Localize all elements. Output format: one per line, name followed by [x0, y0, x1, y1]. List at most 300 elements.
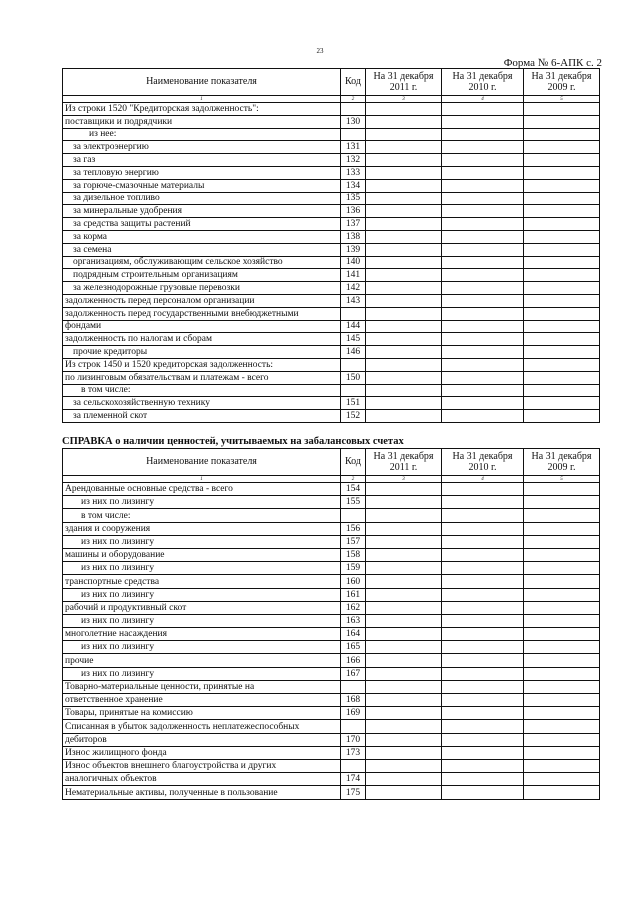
value-cell-2011[interactable] — [366, 397, 442, 410]
row-label: ответственное хранение — [63, 694, 341, 707]
table-row — [63, 548, 600, 561]
row-label: подрядным строительным организациям — [63, 269, 341, 282]
value-cell-2010[interactable] — [442, 346, 524, 359]
table-row — [63, 320, 600, 333]
row-label: из нее: — [63, 128, 341, 141]
row-label: Износ жилищного фонда — [63, 746, 341, 759]
value-cell-2010[interactable] — [442, 628, 524, 641]
value-cell-2009[interactable] — [524, 230, 600, 243]
table-row — [63, 522, 600, 535]
value-cell-2010[interactable] — [442, 562, 524, 575]
value-cell-2009[interactable] — [524, 548, 600, 561]
value-cell-2009[interactable] — [524, 384, 600, 397]
value-cell-2011[interactable] — [366, 141, 442, 154]
value-cell-2010[interactable] — [442, 192, 524, 205]
row-label: за электроэнергию — [63, 141, 341, 154]
value-cell-2010[interactable] — [442, 166, 524, 179]
value-cell-2011[interactable] — [366, 166, 442, 179]
table-row — [63, 535, 600, 548]
value-cell-2011[interactable] — [366, 575, 442, 588]
value-cell-2010[interactable] — [442, 294, 524, 307]
value-cell-2011[interactable] — [366, 746, 442, 759]
row-label: за дизельное топливо — [63, 192, 341, 205]
row-code: 139 — [341, 243, 366, 256]
table-row — [63, 294, 600, 307]
table-row — [63, 562, 600, 575]
value-cell-2010[interactable] — [442, 483, 524, 496]
col-number-3: 3 — [366, 96, 442, 103]
value-cell-2009[interactable] — [524, 154, 600, 167]
row-code: 158 — [341, 548, 366, 561]
table-row — [63, 128, 600, 141]
row-label: Списанная в убыток задолженность неплатежеспособных — [63, 720, 341, 733]
value-cell-2009[interactable] — [524, 654, 600, 667]
row-code — [341, 103, 366, 116]
value-cell-2009[interactable] — [524, 192, 600, 205]
row-code — [341, 680, 366, 693]
value-cell-2009[interactable] — [524, 680, 600, 693]
row-code: 144 — [341, 320, 366, 333]
row-label: Из строк 1450 и 1520 кредиторская задолженность: — [63, 358, 341, 371]
value-cell-2009[interactable] — [524, 141, 600, 154]
value-cell-2010[interactable] — [442, 654, 524, 667]
value-cell-2009[interactable] — [524, 575, 600, 588]
value-cell-2009[interactable] — [524, 166, 600, 179]
value-cell-2011[interactable] — [366, 680, 442, 693]
value-cell-2010[interactable] — [442, 307, 524, 320]
col-header-2010: На 31 декабря 2010 г. — [442, 449, 524, 476]
column-number-row — [63, 476, 600, 483]
value-cell-2009[interactable] — [524, 733, 600, 746]
value-cell-2010[interactable] — [442, 614, 524, 627]
table-row — [63, 575, 600, 588]
value-cell-2009[interactable] — [524, 243, 600, 256]
row-code — [341, 720, 366, 733]
row-code: 164 — [341, 628, 366, 641]
row-code: 137 — [341, 218, 366, 231]
value-cell-2011[interactable] — [366, 628, 442, 641]
row-label: из них по лизингу — [63, 667, 341, 680]
value-cell-2011[interactable] — [366, 522, 442, 535]
table-row — [63, 269, 600, 282]
value-cell-2010[interactable] — [442, 205, 524, 218]
row-label: по лизинговым обязательствам и платежам - всего — [63, 371, 341, 384]
row-label: машины и оборудование — [63, 548, 341, 561]
row-code: 146 — [341, 346, 366, 359]
row-code: 134 — [341, 179, 366, 192]
value-cell-2009[interactable] — [524, 562, 600, 575]
table-row — [63, 282, 600, 295]
value-cell-2009[interactable] — [524, 179, 600, 192]
value-cell-2011[interactable] — [366, 384, 442, 397]
value-cell-2011[interactable] — [366, 654, 442, 667]
row-code: 135 — [341, 192, 366, 205]
row-code: 141 — [341, 269, 366, 282]
col-number-4: 4 — [442, 476, 524, 483]
col-header-2011: На 31 декабря 2011 г. — [366, 449, 442, 476]
value-cell-2010[interactable] — [442, 641, 524, 654]
row-label: задолженность перед государственными внебюджетными — [63, 307, 341, 320]
row-code: 167 — [341, 667, 366, 680]
row-code: 163 — [341, 614, 366, 627]
value-cell-2011[interactable] — [366, 307, 442, 320]
table-row — [63, 601, 600, 614]
value-cell-2009[interactable] — [524, 746, 600, 759]
value-cell-2011[interactable] — [366, 410, 442, 423]
table-row — [63, 746, 600, 759]
row-label: Нематериальные активы, полученные в пользование — [63, 786, 341, 799]
row-code: 136 — [341, 205, 366, 218]
value-cell-2009[interactable] — [524, 115, 600, 128]
col-number-5: 5 — [524, 476, 600, 483]
col-header-2010: На 31 декабря 2010 г. — [442, 69, 524, 96]
row-code — [341, 128, 366, 141]
value-cell-2010[interactable] — [442, 575, 524, 588]
table-row — [63, 103, 600, 116]
row-code: 145 — [341, 333, 366, 346]
value-cell-2010[interactable] — [442, 680, 524, 693]
value-cell-2011[interactable] — [366, 205, 442, 218]
value-cell-2010[interactable] — [442, 522, 524, 535]
value-cell-2009[interactable] — [524, 397, 600, 410]
value-cell-2011[interactable] — [366, 496, 442, 509]
row-code: 131 — [341, 141, 366, 154]
row-code: 174 — [341, 773, 366, 786]
table-row — [63, 733, 600, 746]
col-header-code: Код — [341, 449, 366, 476]
value-cell-2010[interactable] — [442, 601, 524, 614]
page-number: 23 — [316, 47, 324, 55]
row-code: 170 — [341, 733, 366, 746]
row-label: в том числе: — [63, 384, 341, 397]
row-code: 160 — [341, 575, 366, 588]
table-row — [63, 141, 600, 154]
table-row — [63, 205, 600, 218]
row-label: дебиторов — [63, 733, 341, 746]
table-row — [63, 358, 600, 371]
value-cell-2009[interactable] — [524, 218, 600, 231]
row-label: за минеральные удобрения — [63, 205, 341, 218]
value-cell-2010[interactable] — [442, 243, 524, 256]
value-cell-2009[interactable] — [524, 320, 600, 333]
table-row — [63, 115, 600, 128]
value-cell-2010[interactable] — [442, 496, 524, 509]
value-cell-2009[interactable] — [524, 628, 600, 641]
row-code: 159 — [341, 562, 366, 575]
value-cell-2010[interactable] — [442, 358, 524, 371]
table-row — [63, 707, 600, 720]
value-cell-2009[interactable] — [524, 256, 600, 269]
value-cell-2010[interactable] — [442, 397, 524, 410]
value-cell-2009[interactable] — [524, 103, 600, 116]
value-cell-2009[interactable] — [524, 535, 600, 548]
value-cell-2010[interactable] — [442, 333, 524, 346]
value-cell-2011[interactable] — [366, 786, 442, 799]
table-row — [63, 694, 600, 707]
value-cell-2010[interactable] — [442, 230, 524, 243]
row-code: 151 — [341, 397, 366, 410]
row-label: многолетние насаждения — [63, 628, 341, 641]
value-cell-2010[interactable] — [442, 128, 524, 141]
table-row — [63, 496, 600, 509]
value-cell-2010[interactable] — [442, 746, 524, 759]
value-cell-2009[interactable] — [524, 410, 600, 423]
table-row — [63, 307, 600, 320]
value-cell-2009[interactable] — [524, 333, 600, 346]
table-row — [63, 371, 600, 384]
value-cell-2010[interactable] — [442, 218, 524, 231]
value-cell-2011[interactable] — [366, 179, 442, 192]
section-title: СПРАВКА о наличии ценностей, учитываемых на забалансовых счетах — [62, 436, 404, 447]
value-cell-2011[interactable] — [366, 535, 442, 548]
row-label: из них по лизингу — [63, 588, 341, 601]
value-cell-2011[interactable] — [366, 371, 442, 384]
row-code: 157 — [341, 535, 366, 548]
row-code: 169 — [341, 707, 366, 720]
header-row — [63, 69, 600, 96]
value-cell-2011[interactable] — [366, 256, 442, 269]
col-number-2: 2 — [341, 476, 366, 483]
value-cell-2011[interactable] — [366, 346, 442, 359]
row-label: за корма — [63, 230, 341, 243]
value-cell-2009[interactable] — [524, 707, 600, 720]
value-cell-2010[interactable] — [442, 154, 524, 167]
row-code — [341, 307, 366, 320]
value-cell-2010[interactable] — [442, 733, 524, 746]
row-label: поставщики и подрядчики — [63, 115, 341, 128]
value-cell-2010[interactable] — [442, 667, 524, 680]
value-cell-2009[interactable] — [524, 269, 600, 282]
table-row — [63, 333, 600, 346]
value-cell-2009[interactable] — [524, 371, 600, 384]
table-row — [63, 230, 600, 243]
value-cell-2011[interactable] — [366, 483, 442, 496]
value-cell-2009[interactable] — [524, 588, 600, 601]
value-cell-2010[interactable] — [442, 588, 524, 601]
row-label: из них по лизингу — [63, 535, 341, 548]
table-row — [63, 786, 600, 799]
row-label: рабочий и продуктивный скот — [63, 601, 341, 614]
row-code — [341, 384, 366, 397]
row-code — [341, 509, 366, 522]
table-row — [63, 243, 600, 256]
row-label: Арендованные основные средства - всего — [63, 483, 341, 496]
value-cell-2011[interactable] — [366, 588, 442, 601]
value-cell-2010[interactable] — [442, 548, 524, 561]
value-cell-2011[interactable] — [366, 218, 442, 231]
value-cell-2011[interactable] — [366, 601, 442, 614]
row-label: из них по лизингу — [63, 562, 341, 575]
table-row — [63, 641, 600, 654]
value-cell-2010[interactable] — [442, 509, 524, 522]
col-header-2009: На 31 декабря 2009 г. — [524, 449, 600, 476]
value-cell-2011[interactable] — [366, 614, 442, 627]
value-cell-2009[interactable] — [524, 614, 600, 627]
row-label: за тепловую энергию — [63, 166, 341, 179]
table-row — [63, 192, 600, 205]
value-cell-2010[interactable] — [442, 384, 524, 397]
table-row — [63, 410, 600, 423]
value-cell-2009[interactable] — [524, 483, 600, 496]
value-cell-2009[interactable] — [524, 346, 600, 359]
row-code: 155 — [341, 496, 366, 509]
value-cell-2011[interactable] — [366, 358, 442, 371]
value-cell-2009[interactable] — [524, 694, 600, 707]
value-cell-2009[interactable] — [524, 307, 600, 320]
table-row — [63, 384, 600, 397]
row-label: Товары, принятые на комиссию — [63, 707, 341, 720]
value-cell-2011[interactable] — [366, 667, 442, 680]
value-cell-2011[interactable] — [366, 641, 442, 654]
value-cell-2011[interactable] — [366, 128, 442, 141]
value-cell-2010[interactable] — [442, 410, 524, 423]
row-label: за племенной скот — [63, 410, 341, 423]
value-cell-2010[interactable] — [442, 694, 524, 707]
table-row — [63, 773, 600, 786]
value-cell-2009[interactable] — [524, 358, 600, 371]
table-row — [63, 720, 600, 733]
value-cell-2010[interactable] — [442, 179, 524, 192]
value-cell-2011[interactable] — [366, 759, 442, 772]
row-label: задолженность перед персоналом организации — [63, 294, 341, 307]
row-code — [341, 358, 366, 371]
row-code: 142 — [341, 282, 366, 295]
value-cell-2011[interactable] — [366, 243, 442, 256]
value-cell-2009[interactable] — [524, 509, 600, 522]
value-cell-2010[interactable] — [442, 707, 524, 720]
value-cell-2009[interactable] — [524, 786, 600, 799]
column-number-row — [63, 96, 600, 103]
value-cell-2011[interactable] — [366, 694, 442, 707]
table-row — [63, 509, 600, 522]
table-row — [63, 614, 600, 627]
table-row — [63, 179, 600, 192]
col-header-code: Код — [341, 69, 366, 96]
value-cell-2010[interactable] — [442, 720, 524, 733]
col-number-4: 4 — [442, 96, 524, 103]
table-row — [63, 588, 600, 601]
row-label: за средства защиты растений — [63, 218, 341, 231]
value-cell-2010[interactable] — [442, 256, 524, 269]
value-cell-2010[interactable] — [442, 282, 524, 295]
value-cell-2010[interactable] — [442, 371, 524, 384]
value-cell-2011[interactable] — [366, 320, 442, 333]
value-cell-2009[interactable] — [524, 759, 600, 772]
row-label: за семена — [63, 243, 341, 256]
table-row — [63, 218, 600, 231]
value-cell-2011[interactable] — [366, 333, 442, 346]
value-cell-2009[interactable] — [524, 282, 600, 295]
row-label: прочие — [63, 654, 341, 667]
value-cell-2011[interactable] — [366, 154, 442, 167]
value-cell-2011[interactable] — [366, 509, 442, 522]
value-cell-2011[interactable] — [366, 773, 442, 786]
row-code: 143 — [341, 294, 366, 307]
table-row — [63, 654, 600, 667]
value-cell-2011[interactable] — [366, 707, 442, 720]
value-cell-2011[interactable] — [366, 720, 442, 733]
value-cell-2011[interactable] — [366, 103, 442, 116]
row-label: транспортные средства — [63, 575, 341, 588]
value-cell-2010[interactable] — [442, 269, 524, 282]
row-label: аналогичных объектов — [63, 773, 341, 786]
value-cell-2009[interactable] — [524, 205, 600, 218]
off-balance-table — [62, 448, 600, 800]
value-cell-2009[interactable] — [524, 667, 600, 680]
row-label: из них по лизингу — [63, 496, 341, 509]
value-cell-2011[interactable] — [366, 294, 442, 307]
table-row — [63, 256, 600, 269]
value-cell-2010[interactable] — [442, 115, 524, 128]
row-code: 150 — [341, 371, 366, 384]
value-cell-2009[interactable] — [524, 641, 600, 654]
value-cell-2011[interactable] — [366, 115, 442, 128]
table-row — [63, 483, 600, 496]
row-code: 161 — [341, 588, 366, 601]
value-cell-2010[interactable] — [442, 320, 524, 333]
row-code: 162 — [341, 601, 366, 614]
value-cell-2010[interactable] — [442, 759, 524, 772]
value-cell-2011[interactable] — [366, 269, 442, 282]
header-row — [63, 449, 600, 476]
value-cell-2009[interactable] — [524, 522, 600, 535]
value-cell-2009[interactable] — [524, 773, 600, 786]
row-code — [341, 759, 366, 772]
value-cell-2010[interactable] — [442, 141, 524, 154]
form-label: Форма № 6-АПК с. 2 — [503, 57, 602, 69]
row-code: 168 — [341, 694, 366, 707]
row-label: из них по лизингу — [63, 641, 341, 654]
col-header-name: Наименование показателя — [63, 449, 341, 476]
row-code: 175 — [341, 786, 366, 799]
value-cell-2010[interactable] — [442, 535, 524, 548]
value-cell-2010[interactable] — [442, 786, 524, 799]
row-label: организациям, обслуживающим сельское хозяйство — [63, 256, 341, 269]
row-label: задолженность по налогам и сборам — [63, 333, 341, 346]
value-cell-2011[interactable] — [366, 282, 442, 295]
value-cell-2010[interactable] — [442, 103, 524, 116]
value-cell-2011[interactable] — [366, 192, 442, 205]
value-cell-2011[interactable] — [366, 548, 442, 561]
row-code: 156 — [341, 522, 366, 535]
value-cell-2009[interactable] — [524, 601, 600, 614]
row-code: 165 — [341, 641, 366, 654]
row-code: 138 — [341, 230, 366, 243]
row-label: за сельскохозяйственную технику — [63, 397, 341, 410]
row-label: за газ — [63, 154, 341, 167]
value-cell-2009[interactable] — [524, 720, 600, 733]
value-cell-2011[interactable] — [366, 230, 442, 243]
row-code: 152 — [341, 410, 366, 423]
value-cell-2009[interactable] — [524, 496, 600, 509]
col-header-2009: На 31 декабря 2009 г. — [524, 69, 600, 96]
value-cell-2011[interactable] — [366, 562, 442, 575]
value-cell-2010[interactable] — [442, 773, 524, 786]
row-label: в том числе: — [63, 509, 341, 522]
row-code: 130 — [341, 115, 366, 128]
col-number-1: 1 — [63, 476, 341, 483]
table-row — [63, 628, 600, 641]
row-label: за железнодорожные грузовые перевозки — [63, 282, 341, 295]
value-cell-2011[interactable] — [366, 733, 442, 746]
table-row — [63, 667, 600, 680]
col-number-1: 1 — [63, 96, 341, 103]
value-cell-2009[interactable] — [524, 128, 600, 141]
value-cell-2009[interactable] — [524, 294, 600, 307]
row-code: 132 — [341, 154, 366, 167]
row-label: Товарно-материальные ценности, принятые на — [63, 680, 341, 693]
row-label: прочие кредиторы — [63, 346, 341, 359]
